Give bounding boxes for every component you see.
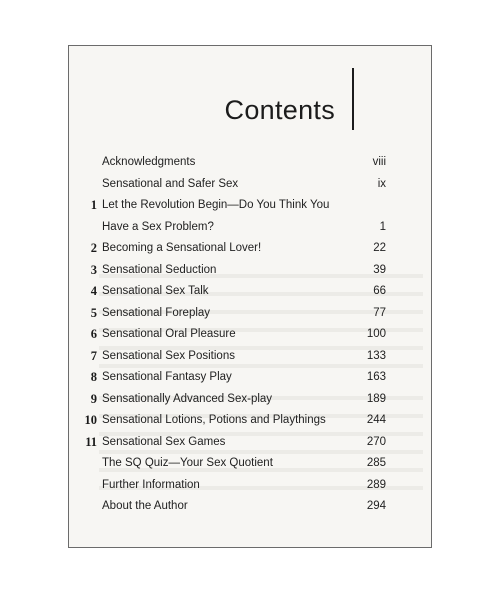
entry-title: Further Information <box>102 478 200 491</box>
chapter-number: 11 <box>85 434 97 449</box>
entry-title: Sensational and Safer Sex <box>102 177 239 190</box>
entry-title: Sensational Lotions, Potions and Playthings <box>102 414 326 426</box>
toc-entry <box>69 324 432 346</box>
page-number: 77 <box>373 306 386 319</box>
page-number: 100 <box>366 328 386 340</box>
toc-entry <box>69 410 432 432</box>
entry-title: Sensational Fantasy Play <box>102 371 232 383</box>
page-title: Contents <box>224 95 335 125</box>
toc-entry <box>69 389 432 411</box>
page-number: 39 <box>373 263 386 276</box>
chapter-number: 7 <box>90 348 97 363</box>
chapter-number: 4 <box>90 284 97 298</box>
page-number: 294 <box>366 500 386 512</box>
toc-entry <box>69 281 432 303</box>
table-of-contents <box>69 152 432 518</box>
page-number: 22 <box>373 242 386 254</box>
toc-entry <box>69 432 432 454</box>
page-number: viii <box>372 156 386 168</box>
toc-entry <box>69 475 432 497</box>
entry-title: Sensational Oral Pleasure <box>102 328 236 340</box>
page-number: ix <box>377 177 386 190</box>
page-number: 1 <box>379 220 386 233</box>
entry-title: Sensational Seduction <box>102 263 217 276</box>
toc-entry <box>69 195 432 217</box>
toc-entry <box>69 303 432 325</box>
page-number: 289 <box>366 478 386 491</box>
page-number: 285 <box>366 457 386 469</box>
toc-entry <box>69 174 432 196</box>
page-number: 189 <box>366 392 386 405</box>
toc-entry <box>69 367 432 389</box>
toc-entry <box>69 496 432 518</box>
toc-entry <box>69 152 432 174</box>
toc-entry <box>69 217 432 239</box>
entry-title: Becoming a Sensational Lover! <box>102 242 262 254</box>
page-number: 163 <box>366 371 386 383</box>
entry-title: Sensational Foreplay <box>102 306 211 319</box>
chapter-number: 8 <box>90 370 97 384</box>
chapter-number: 3 <box>90 262 97 277</box>
toc-entry <box>69 260 432 282</box>
entry-title: Acknowledgments <box>102 156 196 168</box>
entry-title: Sensational Sex Games <box>102 435 226 448</box>
book-page <box>68 45 432 548</box>
toc-entry <box>69 346 432 368</box>
entry-title: The SQ Quiz—Your Sex Quotient <box>102 457 273 469</box>
chapter-number: 10 <box>84 413 97 427</box>
chapter-number: 6 <box>90 327 97 341</box>
chapter-number: 2 <box>90 241 97 255</box>
chapter-number: 9 <box>90 391 97 406</box>
toc-entry <box>69 453 432 475</box>
toc-entry <box>69 238 432 260</box>
chapter-number: 5 <box>90 305 97 320</box>
entry-title: Sensational Sex Positions <box>102 349 235 362</box>
entry-title: About the Author <box>102 500 188 512</box>
page-number: 133 <box>366 349 386 362</box>
title-rule <box>352 68 354 130</box>
entry-title: Let the Revolution Begin—Do You Think You <box>102 199 330 211</box>
page-number: 244 <box>366 414 386 426</box>
page-number: 270 <box>366 435 386 448</box>
chapter-number: 1 <box>90 198 97 212</box>
entry-title: Have a Sex Problem? <box>102 220 214 233</box>
entry-title: Sensationally Advanced Sex-play <box>102 392 273 405</box>
page-number: 66 <box>373 285 386 297</box>
entry-title: Sensational Sex Talk <box>102 285 209 297</box>
